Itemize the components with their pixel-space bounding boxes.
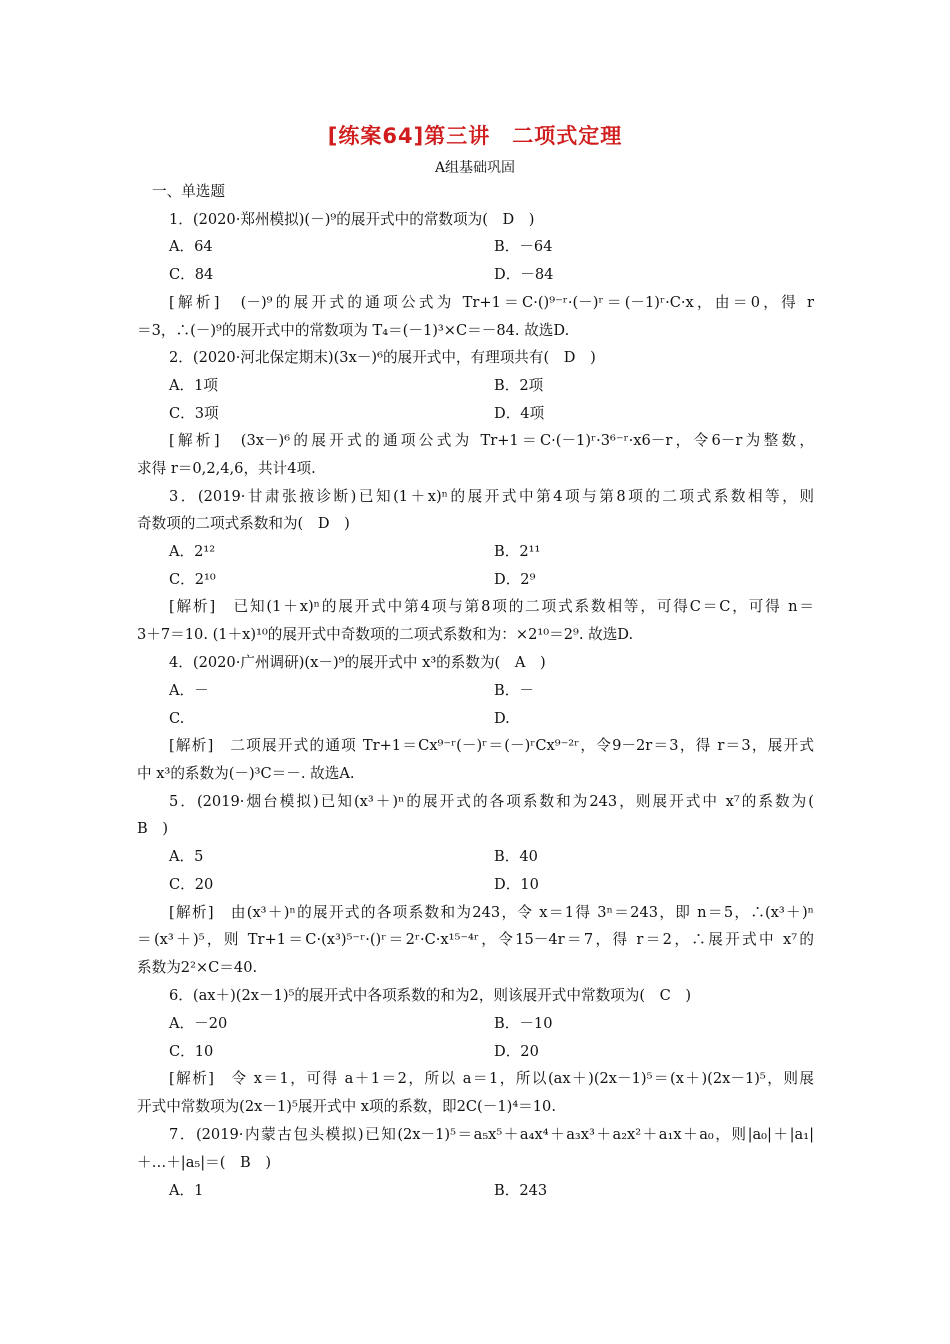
option-5d: D．10 [494,876,539,893]
question-3-line2: 奇数项的二项式系数和为( D ) [137,515,350,532]
option-6a: A．－20 [169,1015,228,1032]
question-1: 1．(2020·郑州模拟)(－)⁹的展开式中的常数项为( D ) [169,211,535,228]
option-5a: A．5 [169,848,204,865]
option-6d: D．20 [494,1043,539,1060]
page-subtitle: A组基础巩固 [434,160,516,176]
solution-3-line1: [解析] 已知(1＋x)ⁿ的展开式中第4项与第8项的二项式系数相等，可得C＝C，可得 n＝ [169,598,814,615]
solution-5-line2: ＝(x³＋)⁵，则 Tr+1＝C·(x³)⁵⁻ʳ·()ʳ＝2ʳ·C·x¹⁵⁻⁴ʳ，令15－4r＝7，得 r＝2，∴展开式中 x⁷的 [137,931,814,948]
section-heading: 一、单选题 [152,183,225,200]
option-7a: A．1 [169,1182,204,1199]
question-7-line2: ＋…＋|a₅|＝( B ) [137,1154,272,1171]
solution-2-line2: 求得 r＝0,2,4,6，共计4项. [137,460,316,477]
solution-5-line3: 系数为2²×C＝40. [137,959,258,976]
option-7b: B．243 [494,1182,548,1199]
option-4a: A．－ [169,682,209,699]
option-3d: D．2⁹ [494,571,536,588]
option-3b: B．2¹¹ [494,543,541,560]
question-6: 6．(ax＋)(2x－1)⁵的展开式中各项系数的和为2，则该展开式中常数项为( C ) [169,987,692,1004]
option-4c: C. [169,710,185,727]
option-4d: D. [494,710,510,727]
solution-4-line2: 中 x³的系数为(－)³C＝－. 故选A. [137,765,355,782]
solution-5-line1: [解析] 由(x³＋)ⁿ的展开式的各项系数和为243，令 x＝1得 3ⁿ＝243，即 n＝5，∴(x³＋)ⁿ [169,904,814,921]
option-3a: A．2¹² [169,543,216,560]
option-2b: B．2项 [494,377,544,394]
solution-2-line1: [解析] (3x－)⁶的展开式的通项公式为 Tr+1＝C·(－1)ʳ·3⁶⁻ʳ·x6－r，令6－r为整数， [169,432,814,449]
option-5b: B．40 [494,848,538,865]
option-1b: B．－64 [494,238,553,255]
option-2d: D．4项 [494,405,545,422]
question-5-line2: B ) [137,820,169,837]
solution-6-line1: [解析] 令 x＝1，可得 a＋1＝2，所以 a＝1，所以(ax＋)(2x－1)⁵＝(x＋)(2x－1)⁵，则展 [169,1070,814,1087]
solution-1-line1: [解析] (－)⁹的展开式的通项公式为 Tr+1＝C·()⁹⁻ʳ·(－)ʳ＝(－1)ʳ·C·x，由＝0，得 r [169,294,814,311]
option-2c: C．3项 [169,405,219,422]
option-6c: C．10 [169,1043,214,1060]
solution-3-line2: 3＋7＝10. (1＋x)¹⁰的展开式中奇数项的二项式系数和为：×2¹⁰＝2⁹. 故选D. [137,626,634,643]
solution-6-line2: 开式中常数项为(2x－1)⁵展开式中 x项的系数，即2C(－1)⁴＝10. [137,1098,556,1115]
question-5-line1: 5．(2019·烟台模拟)已知(x³＋)ⁿ的展开式的各项系数和为243，则展开式中 x⁷的系数为( [169,793,814,810]
option-6b: B．－10 [494,1015,553,1032]
option-1a: A．64 [169,238,213,255]
option-5c: C．20 [169,876,214,893]
solution-1-line2: ＝3，∴(－)⁹的展开式中的常数项为 T₄＝(－1)³×C＝－84. 故选D. [137,322,570,339]
question-4: 4．(2020·广州调研)(x－)⁹的展开式中 x³的系数为( A ) [169,654,546,671]
option-3c: C．2¹⁰ [169,571,216,588]
option-1c: C．84 [169,266,214,283]
question-7-line1: 7．(2019·内蒙古包头模拟)已知(2x－1)⁵＝a₅x⁵＋a₄x⁴＋a₃x³＋a₂x²＋a₁x＋a₀，则|a₀|＋|a₁| [169,1126,814,1143]
option-4b: B．－ [494,682,534,699]
question-2: 2．(2020·河北保定期末)(3x－)⁶的展开式中，有理项共有( D ) [169,349,596,366]
page-title: [练案64]第三讲 二项式定理 [327,124,623,148]
option-1d: D．－84 [494,266,554,283]
question-3-line1: 3．(2019·甘肃张掖诊断)已知(1＋x)ⁿ的展开式中第4项与第8项的二项式系数相等，则 [169,488,814,505]
solution-4-line1: [解析] 二项展开式的通项 Tr+1＝Cx⁹⁻ʳ(－)ʳ＝(－)ʳCx⁹⁻²ʳ，令9－2r＝3，得 r＝3，展开式 [169,737,814,754]
option-2a: A．1项 [169,377,219,394]
